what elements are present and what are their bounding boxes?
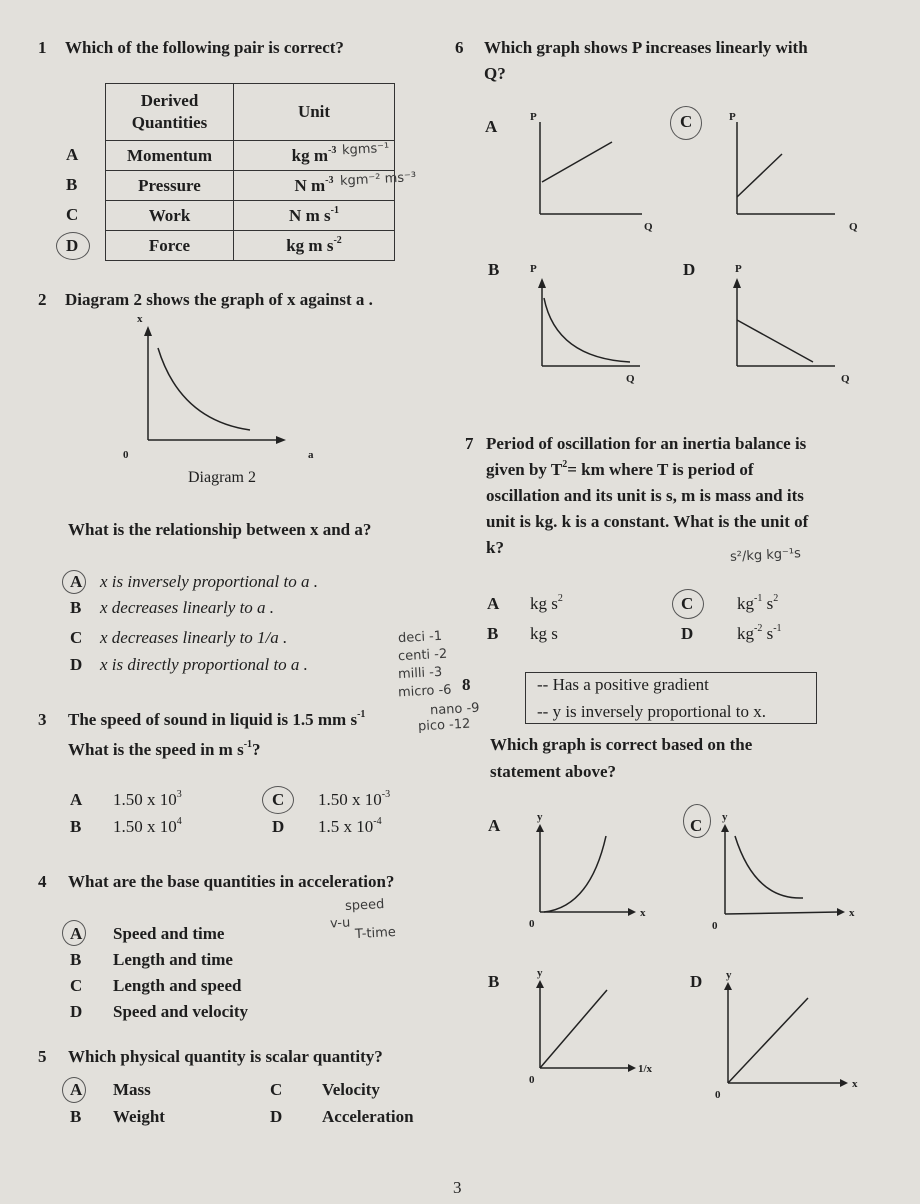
handwritten-note: kgm⁻² ms⁻³ [339,170,417,189]
diagram-2-graph [120,310,314,470]
q2-option-c[interactable]: x decreases linearly to 1/a . [100,628,288,647]
q5-option-d[interactable]: Acceleration [322,1107,414,1126]
q8-graph-b [530,968,680,1088]
q4-option-a-letter[interactable]: A [70,924,83,943]
q8-option-b[interactable]: B [488,972,500,991]
table-row: Work N m $s^{-1}$ [106,201,395,231]
q6-option-d[interactable]: D [683,260,696,279]
svg-text:0: 0 [529,1074,535,1086]
svg-text:P: P [735,263,742,275]
q5-option-c-letter[interactable]: C [270,1080,283,1099]
svg-text:y: y [722,811,728,823]
handwritten-note: centi -2 [397,646,448,665]
q7-option-c[interactable]: $kg^{-1}$ $s^2$ [737,593,779,613]
q7-line-3: oscillation and its unit is s, m is mass and its [486,486,804,505]
q7-line-5: k? [486,538,504,557]
q1-option-c[interactable]: C [66,205,79,224]
svg-text:1/x: 1/x [638,1063,653,1075]
q3-option-b-letter[interactable]: B [70,817,82,836]
q3-option-a[interactable]: 1.50 x $10^3$ [113,789,182,809]
handwritten-note: nano -9 [429,700,480,719]
q4-option-c[interactable]: Length and speed [113,976,242,995]
q3-option-c-letter[interactable]: C [272,790,285,809]
table-row: Pressure N $m^{-3}$ [106,171,395,201]
q3-option-a-letter[interactable]: A [70,790,83,809]
table-row: Force kg m $s^{-2}$ [106,231,395,261]
q3-option-d-letter[interactable]: D [272,817,285,836]
diagram-caption: Diagram 2 [188,469,256,486]
q6-graph-a [530,112,660,232]
axis-label-a: a [308,449,314,461]
q8-question-1: Which graph is correct based on the [490,735,753,754]
svg-text:Q: Q [644,221,653,233]
answer-circle [62,570,86,594]
answer-circle [56,232,90,260]
q3-option-d[interactable]: 1.5 x $10^{-4}$ [318,816,382,836]
axis-label-x: x [137,313,143,325]
answer-circle [683,804,711,838]
q6-text: Which graph shows P increases linearly with [484,38,808,57]
q7-line-4: unit is kg. k is a constant. What is the unit of [486,512,809,531]
answer-circle [262,786,294,814]
svg-text:0: 0 [529,918,535,930]
q6-number: 6 [455,38,464,57]
q7-line-2: given by $T^2=$ km where T is period of [486,459,754,479]
q1-number: 1 [38,38,47,57]
q8-option-c[interactable]: C [690,816,703,835]
svg-text:P: P [530,263,537,275]
q4-text: What are the base quantities in acceleration? [68,872,395,891]
q2-option-b-letter[interactable]: B [70,598,82,617]
handwritten-note: s²/kg kg⁻¹s [729,546,802,565]
q2-option-d-letter[interactable]: D [70,655,83,674]
q6-graph-b [530,262,660,385]
q8-question-2: statement above? [490,762,617,781]
q2-option-c-letter[interactable]: C [70,628,83,647]
q6-graph-d [725,262,855,385]
svg-text:y: y [537,967,543,979]
svg-text:P: P [530,111,537,123]
q2-number: 2 [38,290,47,309]
q8-statement-2: -- y is inversely proportional to x. [537,702,766,721]
q2-text: Diagram 2 shows the graph of x against a . [65,290,373,309]
handwritten-note: milli -3 [397,664,443,683]
page-number: 3 [453,1178,462,1197]
q1-header-quantity: Derived Quantities [106,84,234,141]
q8-graph-c [712,811,865,932]
origin-label: 0 [123,449,129,461]
svg-text:y: y [537,811,543,823]
svg-text:P: P [729,111,736,123]
q6-option-b[interactable]: B [488,260,500,279]
svg-text:Q: Q [626,373,635,385]
q3-option-b[interactable]: 1.50 x $10^4$ [113,816,182,836]
answer-circle [672,589,704,619]
q7-option-d-letter[interactable]: D [681,624,694,643]
q8-graph-d [715,968,868,1101]
q3-text: The speed of sound in liquid is 1.5 mm $s^{-1}$ [68,709,366,729]
q1-table [105,83,395,261]
q4-number: 4 [38,872,47,891]
handwritten-note: pico -12 [417,716,471,735]
q7-option-a[interactable]: kg $s^2$ [530,593,563,613]
handwritten-note: deci -1 [397,628,443,647]
handwritten-note: v-u [329,915,351,932]
svg-text:y: y [726,969,732,981]
q2-option-a[interactable]: x is inversely proportional to a . [100,572,318,591]
q5-option-a-letter[interactable]: A [70,1080,83,1099]
q2-option-b[interactable]: x decreases linearly to a . [100,598,275,617]
svg-text:0: 0 [715,1089,721,1101]
q7-number: 7 [465,434,474,453]
q7-option-b-letter[interactable]: B [487,624,499,643]
handwritten-note: kgms⁻¹ [341,140,390,159]
q8-option-a[interactable]: A [488,816,501,835]
q5-option-c[interactable]: Velocity [322,1080,380,1099]
q1-option-b[interactable]: B [66,175,78,194]
q3-question: What is the speed in m $s^{-1}$? [68,739,261,759]
q8-option-d[interactable]: D [690,972,703,991]
answer-circle [62,1077,86,1103]
q8-statement-1: -- Has a positive gradient [537,675,709,694]
q1-option-d[interactable]: D [66,236,79,255]
q6-graph-c [725,111,858,233]
q8-number: 8 [462,675,471,694]
handwritten-note: micro -6 [397,682,452,701]
q4-option-c-letter[interactable]: C [70,976,83,995]
q5-option-d-letter[interactable]: D [270,1107,283,1126]
table-row: Momentum kg $m^{-3}$ [106,141,395,171]
svg-text:x: x [849,907,855,919]
q4-option-b-letter[interactable]: B [70,950,82,969]
svg-text:0: 0 [712,920,718,932]
q2-question: What is the relationship between x and a? [68,520,372,539]
q2-option-d[interactable]: x is directly proportional to a . [100,655,308,674]
q6-option-a[interactable]: A [485,117,498,136]
q5-option-a[interactable]: Mass [113,1080,151,1099]
q7-option-b[interactable]: kg s [530,624,558,643]
q1-header-unit: Unit [234,84,395,141]
q4-option-d-letter[interactable]: D [70,1002,83,1021]
q4-option-b[interactable]: Length and time [113,950,233,969]
q1-text: Which of the following pair is correct? [65,38,344,57]
q7-option-d[interactable]: $kg^{-2}$ $s^{-1}$ [737,623,782,643]
q2-option-a-letter[interactable]: A [70,572,83,591]
svg-text:Q: Q [841,373,850,385]
q7-line-1: Period of oscillation for an inertia balance is [486,434,807,453]
answer-circle [62,920,86,946]
q7-option-a-letter[interactable]: A [487,594,500,613]
q8-graph-a [530,812,680,932]
q5-option-b[interactable]: Weight [113,1107,165,1126]
svg-text:Q: Q [849,221,858,233]
answer-circle [670,106,702,140]
handwritten-note: T-time [354,924,397,943]
handwritten-note: speed [344,896,385,915]
q3-option-c[interactable]: 1.50 x $10^{-3}$ [318,789,391,809]
svg-text:x: x [640,907,646,919]
q5-number: 5 [38,1047,47,1066]
q6-text-2: Q? [484,64,506,83]
q6-option-c[interactable]: C [680,112,693,131]
svg-text:x: x [852,1078,858,1090]
q5-text: Which physical quantity is scalar quantity? [68,1047,383,1066]
q1-option-a[interactable]: A [66,145,79,164]
q3-number: 3 [38,710,47,729]
q4-option-a[interactable]: Speed and time [113,924,225,943]
q4-option-d[interactable]: Speed and velocity [113,1002,249,1021]
q7-option-c-letter[interactable]: C [681,594,694,613]
q5-option-b-letter[interactable]: B [70,1107,82,1126]
